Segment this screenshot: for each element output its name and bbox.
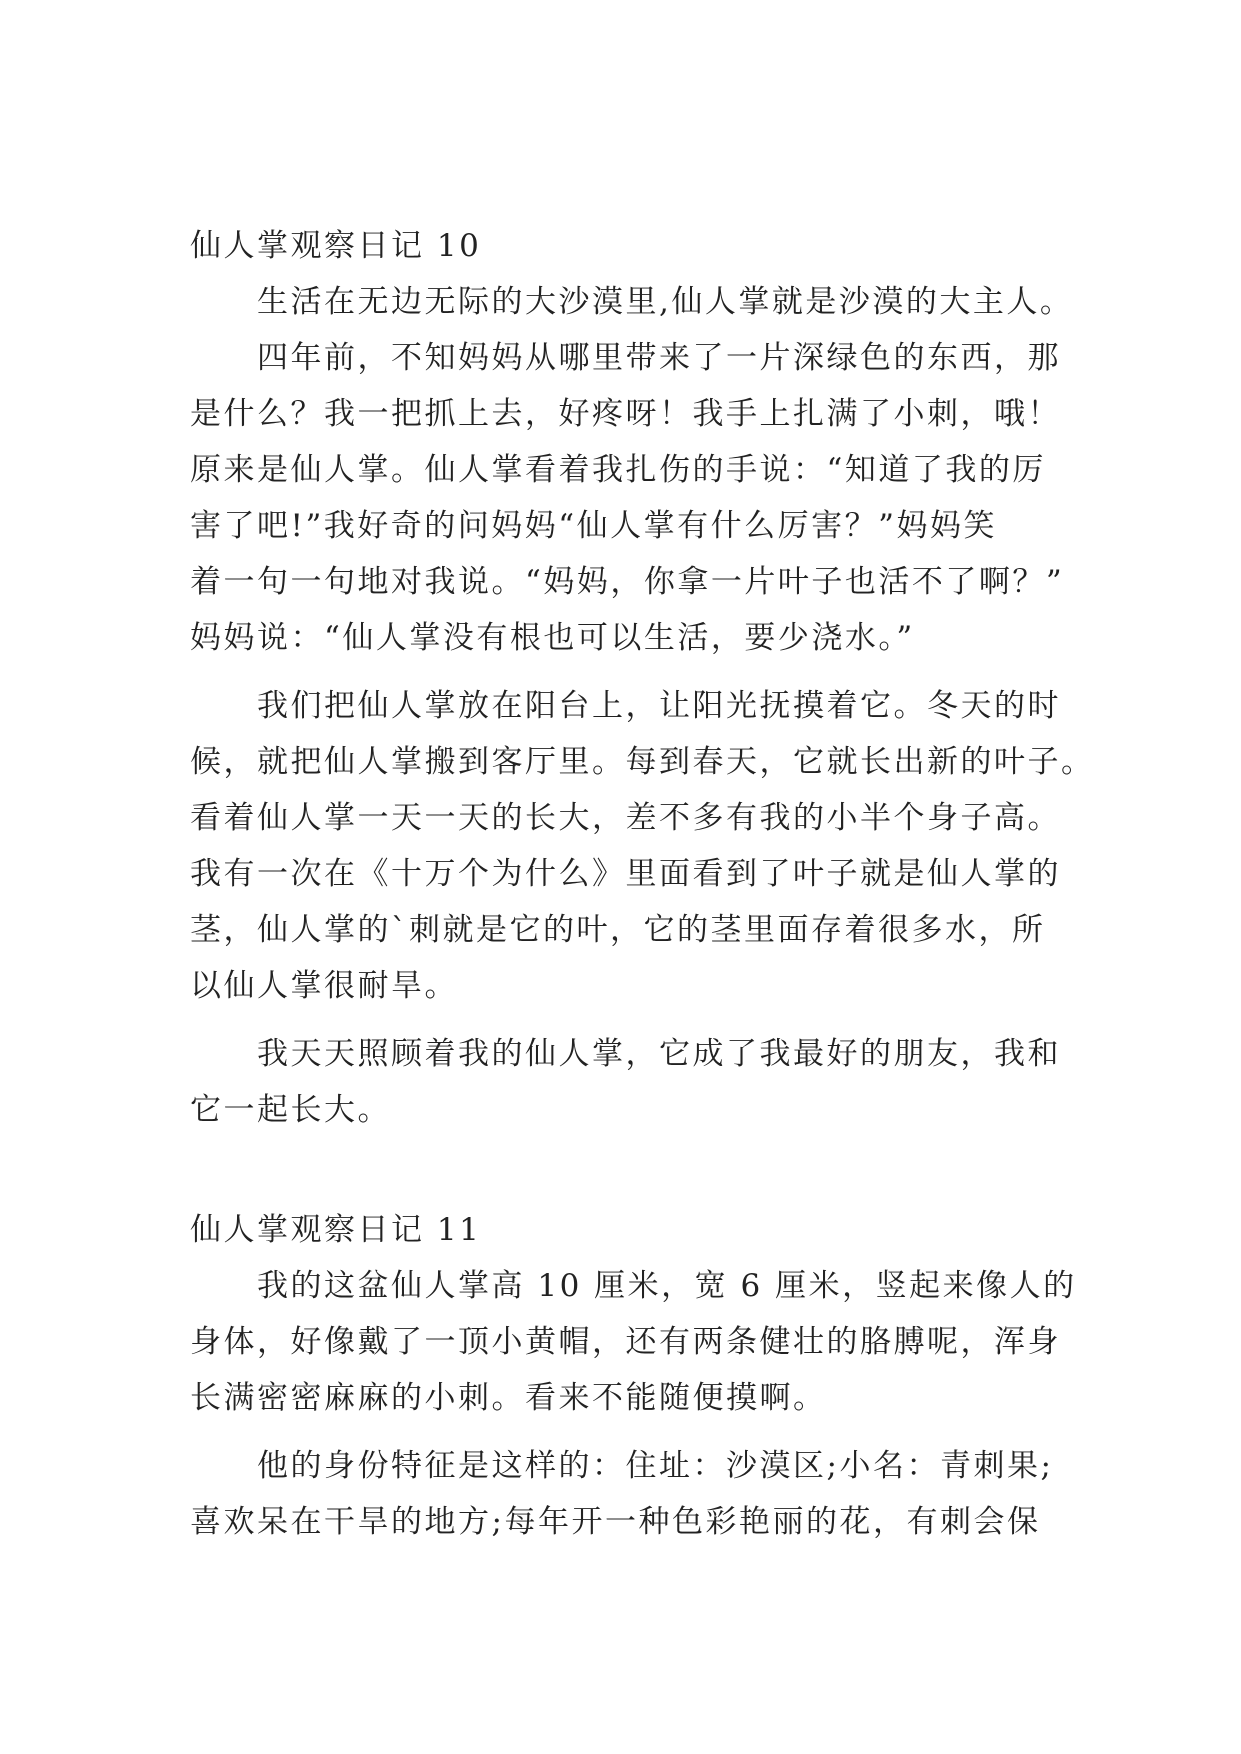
paragraph-line: 我有一次在《十万个为什么》里面看到了叶子就是仙人掌的	[190, 856, 1061, 892]
paragraph-line: 身体，好像戴了一顶小黄帽，还有两条健壮的胳膊呢，浑身	[190, 1324, 1061, 1360]
paragraph-line: 原来是仙人掌。仙人掌看着我扎伤的手说：“知道了我的厉	[190, 452, 1046, 488]
paragraph-line: 我天天照顾着我的仙人掌，它成了我最好的朋友，我和	[257, 1036, 1061, 1072]
paragraph-line: 茎，仙人掌的`刺就是它的叶，它的茎里面存着很多水，所	[190, 912, 1046, 948]
paragraph-line: 以仙人掌很耐旱。	[190, 968, 458, 1004]
paragraph-line: 生活在无边无际的大沙漠里,仙人掌就是沙漠的大主人。	[257, 284, 1074, 320]
paragraph-line: 他的身份特征是这样的：住址：沙漠区;小名：青刺果;	[257, 1448, 1054, 1484]
paragraph-line: 长满密密麻麻的小刺。看来不能随便摸啊。	[190, 1380, 827, 1416]
paragraph-line: 是什么？我一把抓上去，好疼呀！我手上扎满了小刺，哦！	[190, 396, 1061, 432]
paragraph-line: 妈妈说：“仙人掌没有根也可以生活，要少浇水。”	[190, 620, 915, 656]
paragraph-line: 喜欢呆在干旱的地方;每年开一种色彩艳丽的花，有刺会保	[190, 1504, 1041, 1540]
section-heading: 仙人掌观察日记 11	[190, 1212, 482, 1248]
paragraph-line: 候，就把仙人掌搬到客厅里。每到春天，它就长出新的叶子。	[190, 744, 1095, 780]
paragraph-line: 着一句一句地对我说。“妈妈，你拿一片叶子也活不了啊？”	[190, 564, 1065, 600]
paragraph-line: 四年前，不知妈妈从哪里带来了一片深绿色的东西，那	[257, 340, 1061, 376]
section-heading: 仙人掌观察日记 10	[190, 228, 482, 264]
paragraph-line: 我们把仙人掌放在阳台上，让阳光抚摸着它。冬天的时	[257, 688, 1061, 724]
paragraph-line: 它一起长大。	[190, 1092, 391, 1128]
paragraph-line: 害了吧!”我好奇的问妈妈“仙人掌有什么厉害？”妈妈笑	[190, 508, 997, 544]
paragraph-line: 看着仙人掌一天一天的长大，差不多有我的小半个身子高。	[190, 800, 1061, 836]
paragraph-line: 我的这盆仙人掌高 10 厘米，宽 6 厘米，竖起来像人的	[257, 1268, 1077, 1304]
